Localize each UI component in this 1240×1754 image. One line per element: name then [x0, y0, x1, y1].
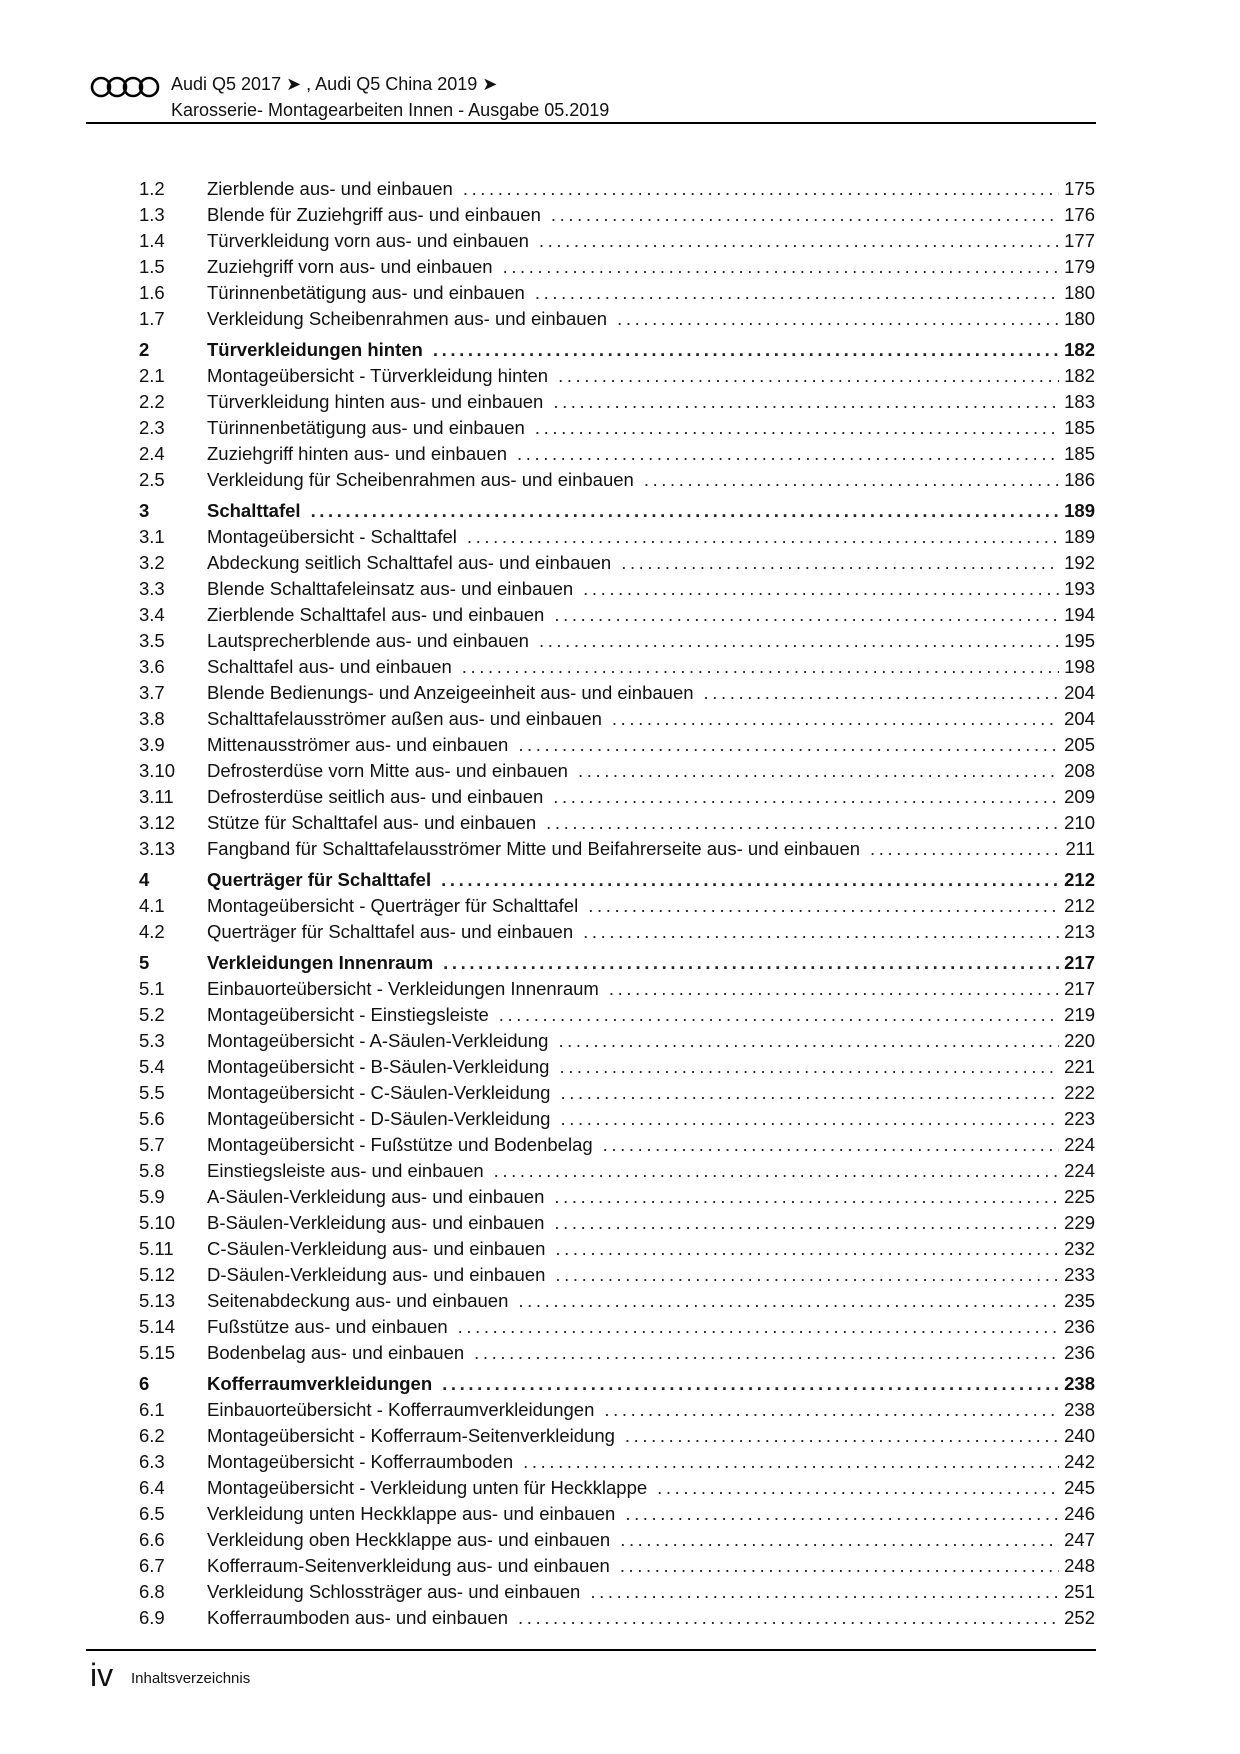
toc-entry-row[interactable] [139, 467, 1095, 493]
toc-entry-number: 6.3 [139, 1451, 165, 1472]
toc-entry-page: 242 [1064, 1451, 1095, 1472]
toc-entry-row[interactable] [139, 1397, 1095, 1423]
toc-entry-number: 3.1 [139, 526, 165, 547]
toc-dot-leader [620, 1553, 1059, 1579]
toc-dot-leader [503, 254, 1059, 280]
toc-entry-title: Verkleidungen Innenraum [207, 952, 434, 973]
toc-entry-row[interactable] [139, 441, 1095, 467]
toc-entry-page: 185 [1064, 443, 1095, 464]
toc-entry-number: 4 [139, 869, 150, 890]
toc-entry-row[interactable] [139, 1210, 1095, 1236]
toc-entry-title: Seitenabdeckung aus- und einbauen [207, 1290, 509, 1311]
toc-dot-leader [657, 1475, 1059, 1501]
toc-dot-leader [499, 1002, 1059, 1028]
toc-entry-title: C-Säulen-Verkleidung aus- und einbauen [207, 1238, 546, 1259]
toc-entry-title: Zierblende aus- und einbauen [207, 178, 453, 199]
toc-entry-row[interactable] [139, 1132, 1095, 1158]
toc-dot-leader [443, 950, 1059, 976]
toc-entry-title: D-Säulen-Verkleidung aus- und einbauen [207, 1264, 546, 1285]
toc-dot-leader [518, 1288, 1059, 1314]
toc-entry-page: 251 [1064, 1581, 1095, 1602]
toc-entry-page: 240 [1064, 1425, 1095, 1446]
toc-chapter-row[interactable] [139, 867, 1095, 893]
toc-entry-title: Fangband für Schalttafelausströmer Mitte und Beifahrerseite aus- und einbauen [207, 838, 861, 859]
toc-entry-page: 236 [1064, 1342, 1095, 1363]
toc-dot-leader [583, 919, 1059, 945]
toc-dot-leader [474, 1340, 1059, 1366]
toc-entry-row[interactable] [139, 1527, 1095, 1553]
toc-entry-title: Verkleidung für Scheibenrahmen aus- und einbauen [207, 469, 634, 490]
toc-dot-leader [558, 363, 1059, 389]
toc-entry-number: 6.7 [139, 1555, 165, 1576]
toc-entry-page: 212 [1064, 895, 1095, 916]
toc-entry-page: 189 [1064, 500, 1095, 521]
toc-entry-page: 224 [1064, 1134, 1095, 1155]
toc-entry-row[interactable] [139, 1288, 1095, 1314]
toc-entry-page: 175 [1064, 178, 1095, 199]
toc-chapter-row[interactable] [139, 498, 1095, 524]
toc-entry-row[interactable] [139, 654, 1095, 680]
toc-dot-leader [604, 1397, 1059, 1423]
toc-entry-title: Montageübersicht - Kofferraumboden [207, 1451, 514, 1472]
toc-dot-leader [441, 867, 1059, 893]
toc-entry-page: 192 [1064, 552, 1095, 573]
toc-entry-title: Verkleidung oben Heckklappe aus- und einbauen [207, 1529, 611, 1550]
toc-entry-number: 2 [139, 339, 150, 360]
toc-entry-number: 5.15 [139, 1342, 176, 1363]
toc-entry-page: 195 [1064, 630, 1095, 651]
toc-entry-title: B-Säulen-Verkleidung aus- und einbauen [207, 1212, 545, 1233]
toc-entry-row[interactable] [139, 1054, 1095, 1080]
toc-entry-page: 189 [1064, 526, 1095, 547]
toc-entry-row[interactable] [139, 706, 1095, 732]
toc-entry-row[interactable] [139, 1184, 1095, 1210]
toc-entry-number: 3.13 [139, 838, 176, 859]
toc-entry-number: 3.9 [139, 734, 165, 755]
toc-entry-number: 5.6 [139, 1108, 165, 1129]
toc-entry-number: 5.14 [139, 1316, 176, 1337]
toc-entry-number: 2.4 [139, 443, 165, 464]
toc-entry-row[interactable] [139, 1080, 1095, 1106]
toc-entry-number: 5.11 [139, 1238, 174, 1259]
toc-entry-number: 3.7 [139, 682, 165, 703]
toc-entry-title: Defrosterdüse vorn Mitte aus- und einbauen [207, 760, 568, 781]
toc-entry-row[interactable] [139, 1449, 1095, 1475]
header-model-line: Audi Q5 2017 ➤ , Audi Q5 China 2019 ➤ [171, 74, 498, 94]
toc-dot-leader [539, 628, 1059, 654]
toc-entry-row[interactable] [139, 810, 1095, 836]
toc-dot-leader [554, 1184, 1059, 1210]
toc-entry-title: Montageübersicht - Schalttafel [207, 526, 457, 547]
toc-entry-row[interactable] [139, 202, 1095, 228]
toc-entry-number: 5.13 [139, 1290, 176, 1311]
header-divider [86, 122, 1096, 124]
toc-entry-page: 248 [1064, 1555, 1095, 1576]
toc-entry-title: Kofferraum-Seitenverkleidung aus- und einbauen [207, 1555, 610, 1576]
toc-entry-row[interactable] [139, 732, 1095, 758]
toc-entry-page: 180 [1064, 308, 1095, 329]
toc-chapter-row[interactable] [139, 337, 1095, 363]
toc-dot-leader [494, 1158, 1059, 1184]
toc-entry-row[interactable] [139, 228, 1095, 254]
toc-dot-leader [560, 1106, 1059, 1132]
toc-dot-leader [535, 280, 1059, 306]
toc-entry-title: Lautsprecherblende aus- und einbauen [207, 630, 529, 651]
toc-entry-page: 238 [1064, 1399, 1095, 1420]
toc-entry-page: 247 [1064, 1529, 1095, 1550]
toc-entry-row[interactable] [139, 758, 1095, 784]
toc-entry-number: 6.5 [139, 1503, 165, 1524]
toc-dot-leader [603, 1132, 1059, 1158]
toc-entry-number: 2.3 [139, 417, 165, 438]
toc-entry-number: 5.4 [139, 1056, 165, 1077]
toc-entry-page: 179 [1064, 256, 1095, 277]
toc-entry-title: Türinnenbetätigung aus- und einbauen [207, 282, 525, 303]
toc-entry-row[interactable] [139, 919, 1095, 945]
toc-entry-number: 6.8 [139, 1581, 165, 1602]
toc-entry-number: 3.2 [139, 552, 165, 573]
toc-entry-number: 4.1 [139, 895, 165, 916]
toc-entry-title: Montageübersicht - Verkleidung unten für Heckklappe [207, 1477, 648, 1498]
toc-dot-leader [467, 524, 1059, 550]
toc-dot-leader [535, 415, 1059, 441]
toc-entry-page: 224 [1064, 1160, 1095, 1181]
toc-entry-title: Türverkleidung vorn aus- und einbauen [207, 230, 529, 251]
toc-entry-title: Defrosterdüse seitlich aus- und einbauen [207, 786, 544, 807]
toc-entry-title: Verkleidung unten Heckklappe aus- und einbauen [207, 1503, 616, 1524]
toc-entry-title: Montageübersicht - Einstiegsleiste [207, 1004, 489, 1025]
toc-entry-title: Mittenausströmer aus- und einbauen [207, 734, 509, 755]
toc-entry-page: 186 [1064, 469, 1095, 490]
toc-entry-title: Kofferraumboden aus- und einbauen [207, 1607, 509, 1628]
toc-entry-page: 193 [1064, 578, 1095, 599]
toc-dot-leader [612, 706, 1059, 732]
toc-entry-number: 5 [139, 952, 150, 973]
toc-entry-number: 6.9 [139, 1607, 165, 1628]
toc-entry-number: 5.10 [139, 1212, 176, 1233]
toc-entry-number: 5.1 [139, 978, 165, 999]
toc-entry-row[interactable] [139, 784, 1095, 810]
toc-entry-number: 3.4 [139, 604, 165, 625]
toc-entry-number: 5.2 [139, 1004, 165, 1025]
toc-entry-row[interactable] [139, 306, 1095, 332]
toc-entry-page: 183 [1064, 391, 1095, 412]
toc-entry-title: Türverkleidung hinten aus- und einbauen [207, 391, 544, 412]
toc-entry-row[interactable] [139, 176, 1095, 202]
toc-entry-number: 6.4 [139, 1477, 165, 1498]
toc-entry-page: 223 [1064, 1108, 1095, 1129]
toc-dot-leader [554, 602, 1059, 628]
toc-entry-page: 246 [1064, 1503, 1095, 1524]
toc-entry-title: Montageübersicht - D-Säulen-Verkleidung [207, 1108, 551, 1129]
toc-entry-page: 182 [1064, 365, 1095, 386]
toc-entry-row[interactable] [139, 976, 1095, 1002]
toc-entry-row[interactable] [139, 1314, 1095, 1340]
toc-entry-row[interactable] [139, 1236, 1095, 1262]
toc-entry-number: 5.5 [139, 1082, 165, 1103]
toc-entry-row[interactable] [139, 389, 1095, 415]
toc-entry-number: 5.8 [139, 1160, 165, 1181]
toc-entry-number: 3.12 [139, 812, 176, 833]
toc-entry-row[interactable] [139, 254, 1095, 280]
toc-entry-page: 209 [1064, 786, 1095, 807]
toc-dot-leader [539, 228, 1059, 254]
toc-entry-row[interactable] [139, 524, 1095, 550]
toc-entry-page: 194 [1064, 604, 1095, 625]
toc-entry-number: 3.3 [139, 578, 165, 599]
toc-entry-title: Stütze für Schalttafel aus- und einbauen [207, 812, 537, 833]
toc-entry-title: Montageübersicht - Türverkleidung hinten [207, 365, 549, 386]
header-title-line: Karosserie- Montagearbeiten Innen - Ausgabe 05.2019 [171, 100, 610, 120]
toc-entry-title: Einbauorteübersicht - Verkleidungen Innenraum [207, 978, 599, 999]
toc-dot-leader [644, 467, 1059, 493]
toc-entry-page: 210 [1064, 812, 1095, 833]
toc-dot-leader [704, 680, 1059, 706]
toc-dot-leader [621, 550, 1059, 576]
toc-entry-page: 185 [1064, 417, 1095, 438]
toc-entry-page: 219 [1064, 1004, 1095, 1025]
toc-entry-page: 217 [1064, 952, 1095, 973]
toc-entry-page: 176 [1064, 204, 1095, 225]
toc-dot-leader [518, 1605, 1059, 1631]
toc-entry-number: 3.10 [139, 760, 176, 781]
toc-entry-page: 204 [1064, 708, 1095, 729]
toc-entry-title: Montageübersicht - A-Säulen-Verkleidung [207, 1030, 549, 1051]
toc-dot-leader [578, 758, 1059, 784]
toc-entry-title: Bodenbelag aus- und einbauen [207, 1342, 465, 1363]
toc-entry-title: Montageübersicht - Kofferraum-Seitenverkleidung [207, 1425, 615, 1446]
toc-entry-page: 221 [1064, 1056, 1095, 1077]
toc-entry-title: Schalttafel aus- und einbauen [207, 656, 452, 677]
toc-dot-leader [559, 1054, 1059, 1080]
toc-entry-title: Zuziehgriff vorn aus- und einbauen [207, 256, 493, 277]
footer-divider [86, 1649, 1096, 1651]
toc-dot-leader [546, 810, 1059, 836]
toc-entry-page: 225 [1064, 1186, 1095, 1207]
toc-entry-page: 177 [1064, 230, 1095, 251]
toc-dot-leader [590, 1579, 1059, 1605]
toc-entry-title: Blende Schalttafeleinsatz aus- und einbauen [207, 578, 574, 599]
toc-entry-row[interactable] [139, 1475, 1095, 1501]
toc-dot-leader [617, 306, 1059, 332]
toc-entry-page: 180 [1064, 282, 1095, 303]
toc-entry-number: 3 [139, 500, 150, 521]
toc-dot-leader [433, 337, 1059, 363]
toc-entry-row[interactable] [139, 1002, 1095, 1028]
toc-entry-title: Fußstütze aus- und einbauen [207, 1316, 448, 1337]
toc-entry-row[interactable] [139, 836, 1095, 862]
toc-entry-title: Querträger für Schalttafel [207, 869, 432, 890]
toc-entry-title: Blende Bedienungs- und Anzeigeeinheit aus- und einbauen [207, 682, 694, 703]
toc-entry-number: 2.1 [139, 365, 165, 386]
toc-entry-row[interactable] [139, 550, 1095, 576]
toc-entry-page: 232 [1064, 1238, 1095, 1259]
toc-entry-page: 213 [1064, 921, 1095, 942]
toc-entry-page: 211 [1065, 838, 1095, 859]
toc-entry-title: Schalttafel [207, 500, 301, 521]
toc-entry-title: Montageübersicht - Querträger für Schalttafel [207, 895, 579, 916]
toc-entry-page: 204 [1064, 682, 1095, 703]
toc-entry-row[interactable] [139, 576, 1095, 602]
toc-entry-row[interactable] [139, 1106, 1095, 1132]
table-of-contents [139, 176, 1095, 1631]
toc-dot-leader [463, 176, 1059, 202]
toc-entry-number: 3.6 [139, 656, 165, 677]
toc-dot-leader [555, 1262, 1059, 1288]
toc-entry-title: Kofferraumverkleidungen [207, 1373, 433, 1394]
toc-entry-number: 6.1 [139, 1399, 165, 1420]
toc-entry-row[interactable] [139, 1501, 1095, 1527]
toc-entry-number: 2.2 [139, 391, 165, 412]
toc-entry-row[interactable] [139, 893, 1095, 919]
toc-entry-title: Türinnenbetätigung aus- und einbauen [207, 417, 525, 438]
toc-entry-number: 6.6 [139, 1529, 165, 1550]
toc-entry-title: Zierblende Schalttafel aus- und einbauen [207, 604, 545, 625]
toc-entry-page: 238 [1064, 1373, 1095, 1394]
toc-dot-leader [311, 498, 1059, 524]
toc-dot-leader [523, 1449, 1059, 1475]
toc-dot-leader [620, 1527, 1059, 1553]
toc-entry-row[interactable] [139, 415, 1095, 441]
toc-dot-leader [551, 202, 1059, 228]
toc-entry-page: 252 [1064, 1607, 1095, 1628]
toc-entry-page: 220 [1064, 1030, 1095, 1051]
toc-dot-leader [609, 976, 1059, 1002]
toc-entry-number: 3.5 [139, 630, 165, 651]
toc-entry-number: 6.2 [139, 1425, 165, 1446]
toc-entry-number: 5.7 [139, 1134, 165, 1155]
toc-entry-title: Abdeckung seitlich Schalttafel aus- und einbauen [207, 552, 612, 573]
toc-entry-page: 236 [1064, 1316, 1095, 1337]
toc-entry-number: 5.3 [139, 1030, 165, 1051]
toc-entry-title: Türverkleidungen hinten [207, 339, 423, 360]
audi-rings-logo [90, 76, 160, 98]
toc-chapter-row[interactable] [139, 950, 1095, 976]
toc-entry-row[interactable] [139, 1262, 1095, 1288]
toc-entry-title: Einbauorteübersicht - Kofferraumverkleidungen [207, 1399, 595, 1420]
toc-entry-number: 1.3 [139, 204, 165, 225]
toc-dot-leader [870, 836, 1059, 862]
toc-entry-row[interactable] [139, 602, 1095, 628]
toc-dot-leader [625, 1423, 1059, 1449]
toc-chapter-row[interactable] [139, 1371, 1095, 1397]
footer-page-number: iv [90, 1657, 114, 1693]
toc-entry-page: 205 [1064, 734, 1095, 755]
toc-dot-leader [555, 1236, 1059, 1262]
toc-dot-leader [462, 654, 1059, 680]
toc-dot-leader [517, 441, 1059, 467]
toc-entry-page: 217 [1064, 978, 1095, 999]
footer-section-label: Inhaltsverzeichnis [131, 1670, 251, 1687]
toc-dot-leader [442, 1371, 1059, 1397]
toc-entry-number: 1.2 [139, 178, 165, 199]
toc-entry-number: 1.6 [139, 282, 165, 303]
toc-dot-leader [458, 1314, 1059, 1340]
toc-entry-number: 6 [139, 1373, 150, 1394]
toc-entry-page: 198 [1064, 656, 1095, 677]
toc-dot-leader [553, 784, 1059, 810]
toc-entry-page: 222 [1064, 1082, 1095, 1103]
toc-entry-title: Verkleidung Scheibenrahmen aus- und einbauen [207, 308, 608, 329]
toc-entry-number: 1.5 [139, 256, 165, 277]
toc-entry-page: 245 [1064, 1477, 1095, 1498]
toc-entry-row[interactable] [139, 1579, 1095, 1605]
toc-entry-page: 233 [1064, 1264, 1095, 1285]
toc-entry-number: 4.2 [139, 921, 165, 942]
toc-entry-row[interactable] [139, 1340, 1095, 1366]
toc-entry-page: 235 [1064, 1290, 1095, 1311]
toc-entry-row[interactable] [139, 1423, 1095, 1449]
toc-entry-title: Montageübersicht - Fußstütze und Bodenbelag [207, 1134, 593, 1155]
toc-entry-row[interactable] [139, 1158, 1095, 1184]
toc-dot-leader [558, 1028, 1059, 1054]
toc-dot-leader [553, 389, 1059, 415]
toc-entry-number: 3.8 [139, 708, 165, 729]
toc-entry-number: 3.11 [139, 786, 174, 807]
toc-entry-title: Einstiegsleiste aus- und einbauen [207, 1160, 484, 1181]
toc-dot-leader [560, 1080, 1059, 1106]
toc-entry-number: 1.4 [139, 230, 165, 251]
toc-entry-row[interactable] [139, 1553, 1095, 1579]
toc-entry-number: 5.9 [139, 1186, 165, 1207]
toc-dot-leader [518, 732, 1059, 758]
toc-entry-title: Montageübersicht - C-Säulen-Verkleidung [207, 1082, 551, 1103]
toc-dot-leader [554, 1210, 1059, 1236]
toc-entry-title: Schalttafelausströmer außen aus- und einbauen [207, 708, 602, 729]
toc-entry-title: Blende für Zuziehgriff aus- und einbauen [207, 204, 541, 225]
toc-entry-row[interactable] [139, 1605, 1095, 1631]
toc-entry-row[interactable] [139, 628, 1095, 654]
toc-entry-row[interactable] [139, 280, 1095, 306]
toc-entry-page: 212 [1064, 869, 1095, 890]
toc-entry-title: Montageübersicht - B-Säulen-Verkleidung [207, 1056, 550, 1077]
toc-dot-leader [625, 1501, 1059, 1527]
toc-entry-row[interactable] [139, 1028, 1095, 1054]
toc-dot-leader [588, 893, 1059, 919]
toc-entry-number: 1.7 [139, 308, 165, 329]
toc-entry-title: A-Säulen-Verkleidung aus- und einbauen [207, 1186, 545, 1207]
toc-entry-title: Zuziehgriff hinten aus- und einbauen [207, 443, 507, 464]
toc-dot-leader [583, 576, 1059, 602]
toc-entry-page: 229 [1064, 1212, 1095, 1233]
toc-entry-title: Querträger für Schalttafel aus- und einbauen [207, 921, 574, 942]
toc-entry-number: 5.12 [139, 1264, 176, 1285]
toc-entry-page: 182 [1064, 339, 1095, 360]
toc-entry-row[interactable] [139, 680, 1095, 706]
toc-entry-title: Verkleidung Schlossträger aus- und einbauen [207, 1581, 581, 1602]
toc-entry-row[interactable] [139, 363, 1095, 389]
toc-entry-number: 2.5 [139, 469, 165, 490]
toc-entry-page: 208 [1064, 760, 1095, 781]
